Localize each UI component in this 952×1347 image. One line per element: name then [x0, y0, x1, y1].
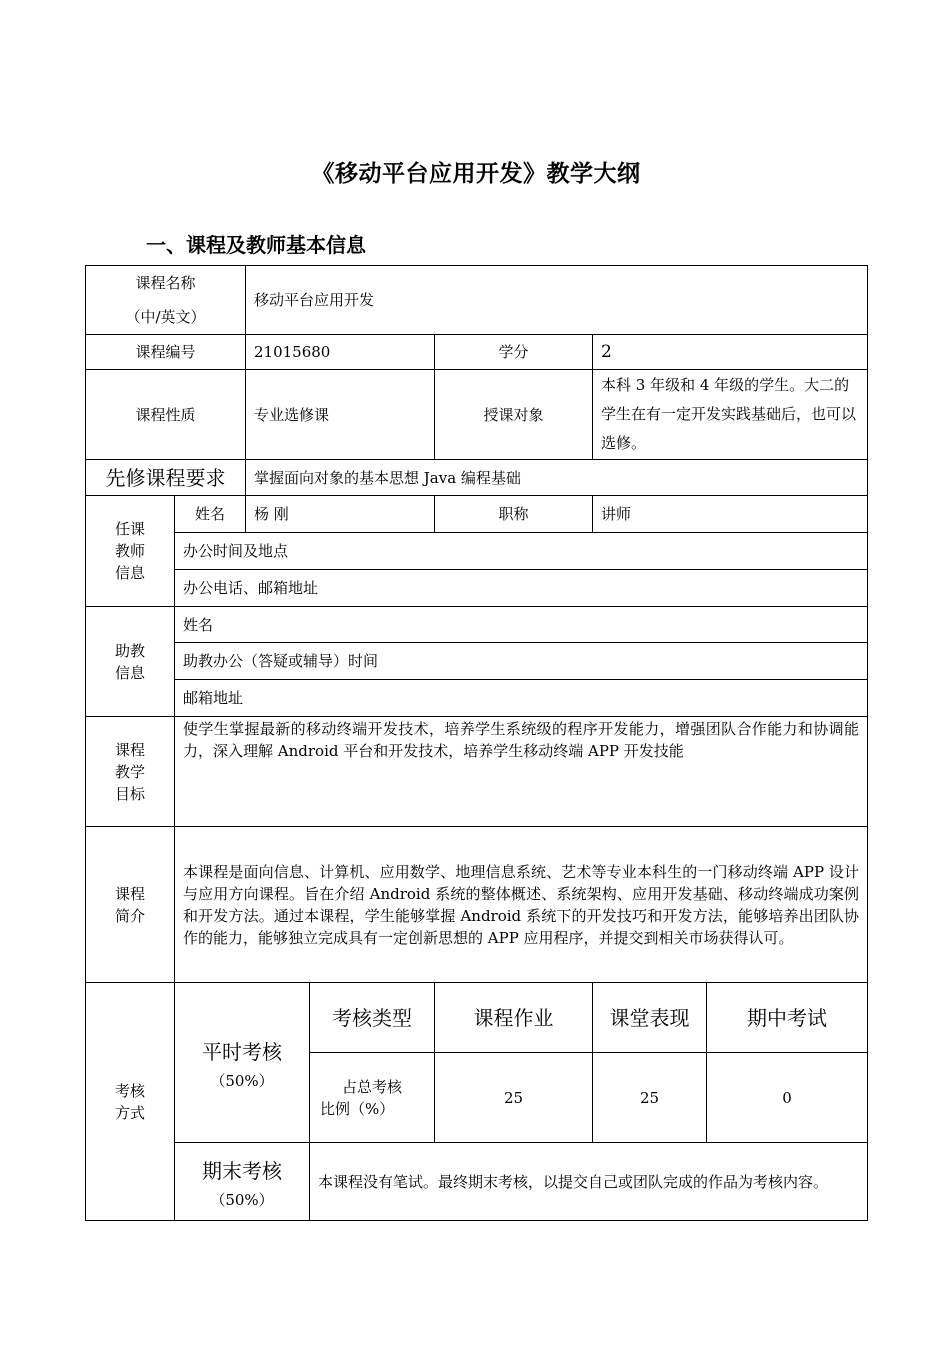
- teacher-contact-label: 办公电话、邮箱地址: [175, 570, 868, 607]
- teacher-name-label: 姓名: [175, 496, 246, 533]
- intro-label: 课程 简介: [86, 827, 175, 983]
- teacher-name-value: 杨 刚: [246, 496, 435, 533]
- prerequisite-value: 掌握面向对象的基本思想 Java 编程基础: [246, 460, 868, 496]
- document-title: 《移动平台应用开发》教学大纲: [311, 161, 641, 187]
- course-name-value: 移动平台应用开发: [246, 266, 868, 335]
- row-teacher-name: [86, 496, 868, 533]
- row-course-name: [86, 266, 868, 335]
- row-prerequisite: [86, 460, 868, 496]
- row-assessment-header: [86, 983, 868, 1053]
- assessment-col-midterm: 期中考试: [707, 983, 868, 1053]
- course-code-value: 21015680: [246, 335, 435, 370]
- prerequisite-label: 先修课程要求: [86, 460, 246, 496]
- ta-office-label: 助教办公（答疑或辅导）时间: [175, 643, 868, 680]
- intro-value: 本课程是面向信息、计算机、应用数学、地理信息系统、艺术等专业本科生的一门移动终端 APP 设计与应用方向课程。旨在介绍 Android 系统的整体概述、系统架构、应用开发基础、移动终端成功案例和开发方法。通过本课程，学生能够掌握 Android 系统下的开发技巧和开发方法，能够培养出团队协作的能力，能够独立完成具有一定创新思想的 APP 应用程序，并提交到相关市场获得认可。: [175, 827, 868, 983]
- assessment-col-participation: 课堂表现: [593, 983, 707, 1053]
- assessment-ongoing-label: 平时考核 （50%）: [175, 983, 310, 1143]
- assessment-ratio-homework: 25: [435, 1053, 593, 1143]
- course-nature-value: 专业选修课: [246, 370, 435, 460]
- assessment-ratio-participation: 25: [593, 1053, 707, 1143]
- row-teacher-contact: [86, 570, 868, 607]
- row-course-code: [86, 335, 868, 370]
- assessment-col-homework: 课程作业: [435, 983, 593, 1053]
- assessment-ratio-label: 占总考核 比例（%）: [310, 1053, 435, 1143]
- teacher-title-label: 职称: [435, 496, 593, 533]
- credits-value: 2: [593, 335, 868, 370]
- row-ta-name: [86, 607, 868, 643]
- assessment-type-header: 考核类型: [310, 983, 435, 1053]
- teacher-group-label: 任课 教师 信息: [86, 496, 175, 607]
- teacher-title-value: 讲师: [593, 496, 868, 533]
- assessment-ratio-midterm: 0: [707, 1053, 868, 1143]
- assessment-label: 考核 方式: [86, 983, 175, 1221]
- assessment-final-label: 期末考核 （50%）: [175, 1143, 310, 1221]
- row-intro: [86, 827, 868, 983]
- ta-name-label: 姓名: [175, 607, 868, 643]
- row-assessment-final: [86, 1143, 868, 1221]
- objectives-label: 课程 教学 目标: [86, 717, 175, 827]
- teacher-office-hours-label: 办公时间及地点: [175, 533, 868, 570]
- section-heading: 一、课程及教师基本信息: [146, 233, 366, 257]
- course-nature-label: 课程性质: [86, 370, 246, 460]
- ta-group-label: 助教 信息: [86, 607, 175, 717]
- row-objectives: [86, 717, 868, 827]
- objectives-value: 使学生掌握最新的移动终端开发技术，培养学生系统级的程序开发能力，增强团队合作能力和协调能力，深入理解 Android 平台和开发技术，培养学生移动终端 APP 开发技能: [175, 717, 868, 827]
- syllabus-table: [85, 265, 868, 1221]
- row-ta-email: [86, 680, 868, 717]
- row-teacher-office-hours: [86, 533, 868, 570]
- row-course-nature: [86, 370, 868, 460]
- credits-label: 学分: [435, 335, 593, 370]
- assessment-final-value: 本课程没有笔试。最终期末考核，以提交自己或团队完成的作品为考核内容。: [310, 1143, 868, 1221]
- course-name-label: 课程名称 （中/英文）: [86, 266, 246, 335]
- course-code-label: 课程编号: [86, 335, 246, 370]
- ta-email-label: 邮箱地址: [175, 680, 868, 717]
- audience-value: 本科 3 年级和 4 年级的学生。大二的学生在有一定开发实践基础后，也可以选修。: [593, 370, 868, 460]
- audience-label: 授课对象: [435, 370, 593, 460]
- row-ta-office: [86, 643, 868, 680]
